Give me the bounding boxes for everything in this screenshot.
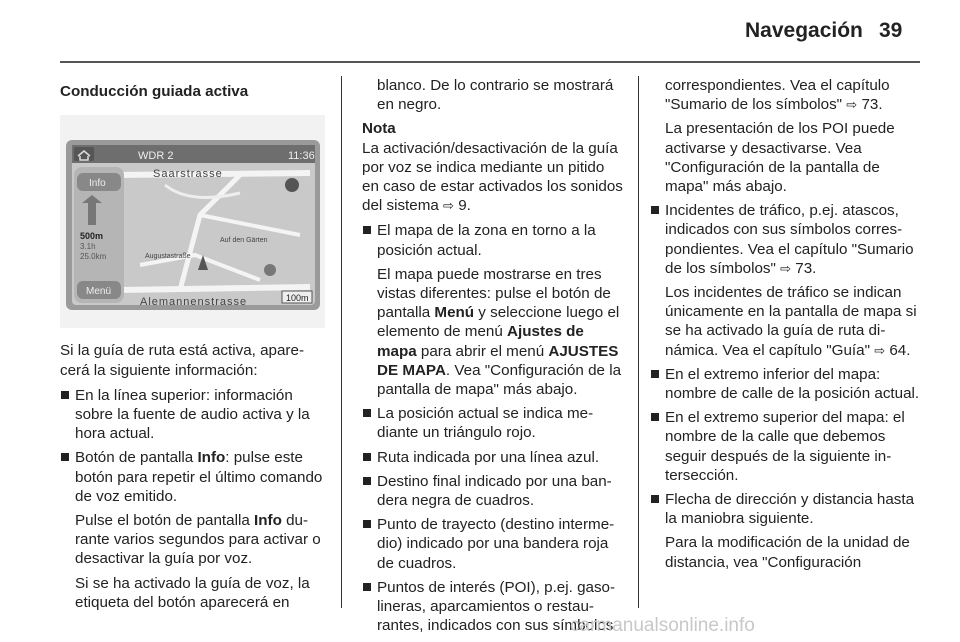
column-divider — [638, 76, 639, 608]
list-subparagraph: Para la modificación de la unidad de distancia, vea "Configuración — [665, 534, 910, 571]
page-ref-arrow-icon: ⇨ — [780, 260, 792, 276]
street-top-label: Saarstrasse — [153, 168, 223, 181]
map-scale: 100m — [286, 293, 309, 304]
list-subparagraph: Si se ha activado la guía de voz, la etiqueta del botón aparecerá en — [75, 574, 310, 611]
list-item: En el extremo inferior del mapa: nombre de calle de la posición actual. — [650, 365, 920, 403]
menu-button-label: Menü — [86, 286, 112, 298]
list-item: Botón de pantalla Info: pulse este botón para repetir el último comando de voz emitido. — [60, 448, 325, 506]
page-ref-arrow-icon: ⇨ — [846, 97, 858, 113]
home-icon — [74, 147, 94, 161]
street-left-label: Augustastraße — [145, 253, 191, 261]
column-divider — [341, 76, 342, 608]
list-subparagraph: La presentación de los POI puede activarse y desactivarse. Vea "Configuración de la pantalla de mapa" más abajo. — [665, 120, 895, 196]
list-subparagraph: correspondientes. Vea el capítulo "Sumario de los símbolos" ⇨ 73. — [665, 77, 890, 114]
note-text: La activación/desactivación de la guía por voz se indica mediante un pitido en caso de estar activados los sonidos del sistema ⇨ 9. — [362, 139, 623, 215]
page-number: 39 — [879, 19, 903, 42]
list-subparagraph: Pulse el botón de pantalla Info durante varios segundos para activar o desactivar la guía por voz. — [75, 512, 321, 568]
watermark: carmanualsonline.info — [570, 615, 755, 636]
navigation-map-figure — [60, 115, 325, 328]
remaining-distance: 25.0km — [80, 252, 107, 262]
column-3 — [650, 76, 920, 577]
station-label: WDR 2 — [138, 150, 174, 163]
page-ref-arrow-icon: ⇨ — [443, 198, 454, 214]
page-title: Navegación — [745, 19, 863, 42]
list-item: El mapa de la zona en torno a la posición actual. — [362, 221, 624, 259]
list-item: Incidentes de tráfico, p.ej. atascos, indicados con sus símbolos correspondientes. Vea el capítulo "Sumario de los símbolos" ⇨ 73. — [650, 201, 920, 278]
clock-label: 11:36 — [288, 150, 315, 163]
maneuver-distance: 500m — [80, 231, 104, 242]
list-subparagraph: Los incidentes de tráfico se indican únicamente en la pantalla de mapa si se ha activado la guía de ruta dinámica. Vea el capítulo "Guía" ⇨ 64. — [665, 284, 917, 359]
list-subparagraph: blanco. De lo contrario se mostrará en negro. — [377, 77, 614, 114]
list-item: Flecha de dirección y distancia hasta la maniobra siguiente. — [650, 490, 920, 528]
list-item: Destino final indicado por una bandera negra de cuadros. — [362, 472, 624, 510]
list-item: Puntos de interés (POI), p.ej. gasolineras, aparcamientos o restaurantes, indicados con sus símbolos — [362, 578, 624, 636]
list-item: En la línea superior: información sobre la fuente de audio activa y la hora actual. — [60, 386, 325, 444]
street-mid-label: Auf den Gärten — [220, 237, 268, 245]
list-subparagraph: El mapa puede mostrarse en tres vistas diferentes: pulse el botón de pantalla Menú y seleccione luego el elemento de menú Ajustes de mapa para abrir el menú AJUSTES DE MAPA. Vea "Configuración de la pantalla de mapa" más abajo. — [377, 265, 622, 399]
column-1 — [60, 76, 325, 617]
note-heading: Nota — [362, 120, 396, 138]
list-item: La posición actual se indica mediante un triángulo rojo. — [362, 404, 624, 442]
section-heading: Conducción guiada activa — [60, 83, 249, 100]
map-status-bar — [72, 145, 315, 163]
remaining-time: 3.1h — [80, 242, 96, 252]
poi-icon — [285, 178, 299, 192]
info-button-label: Info — [89, 178, 106, 190]
street-bottom-label: Alemannenstrasse — [140, 296, 248, 309]
intro-paragraph: Si la guía de ruta está activa, aparecerá la siguiente información: — [60, 342, 304, 379]
page-header — [0, 0, 960, 60]
list-item: En el extremo superior del mapa: el nombre de la calle que debemos seguir después de la siguiente intersección. — [650, 408, 920, 485]
poi-icon — [264, 264, 276, 276]
list-item: Ruta indicada por una línea azul. — [362, 448, 624, 467]
list-item: Punto de trayecto (destino intermedio) indicado por una bandera roja de cuadros. — [362, 515, 624, 573]
header-rule — [60, 61, 920, 63]
page-ref-arrow-icon: ⇨ — [874, 342, 886, 358]
column-2 — [362, 76, 624, 640]
